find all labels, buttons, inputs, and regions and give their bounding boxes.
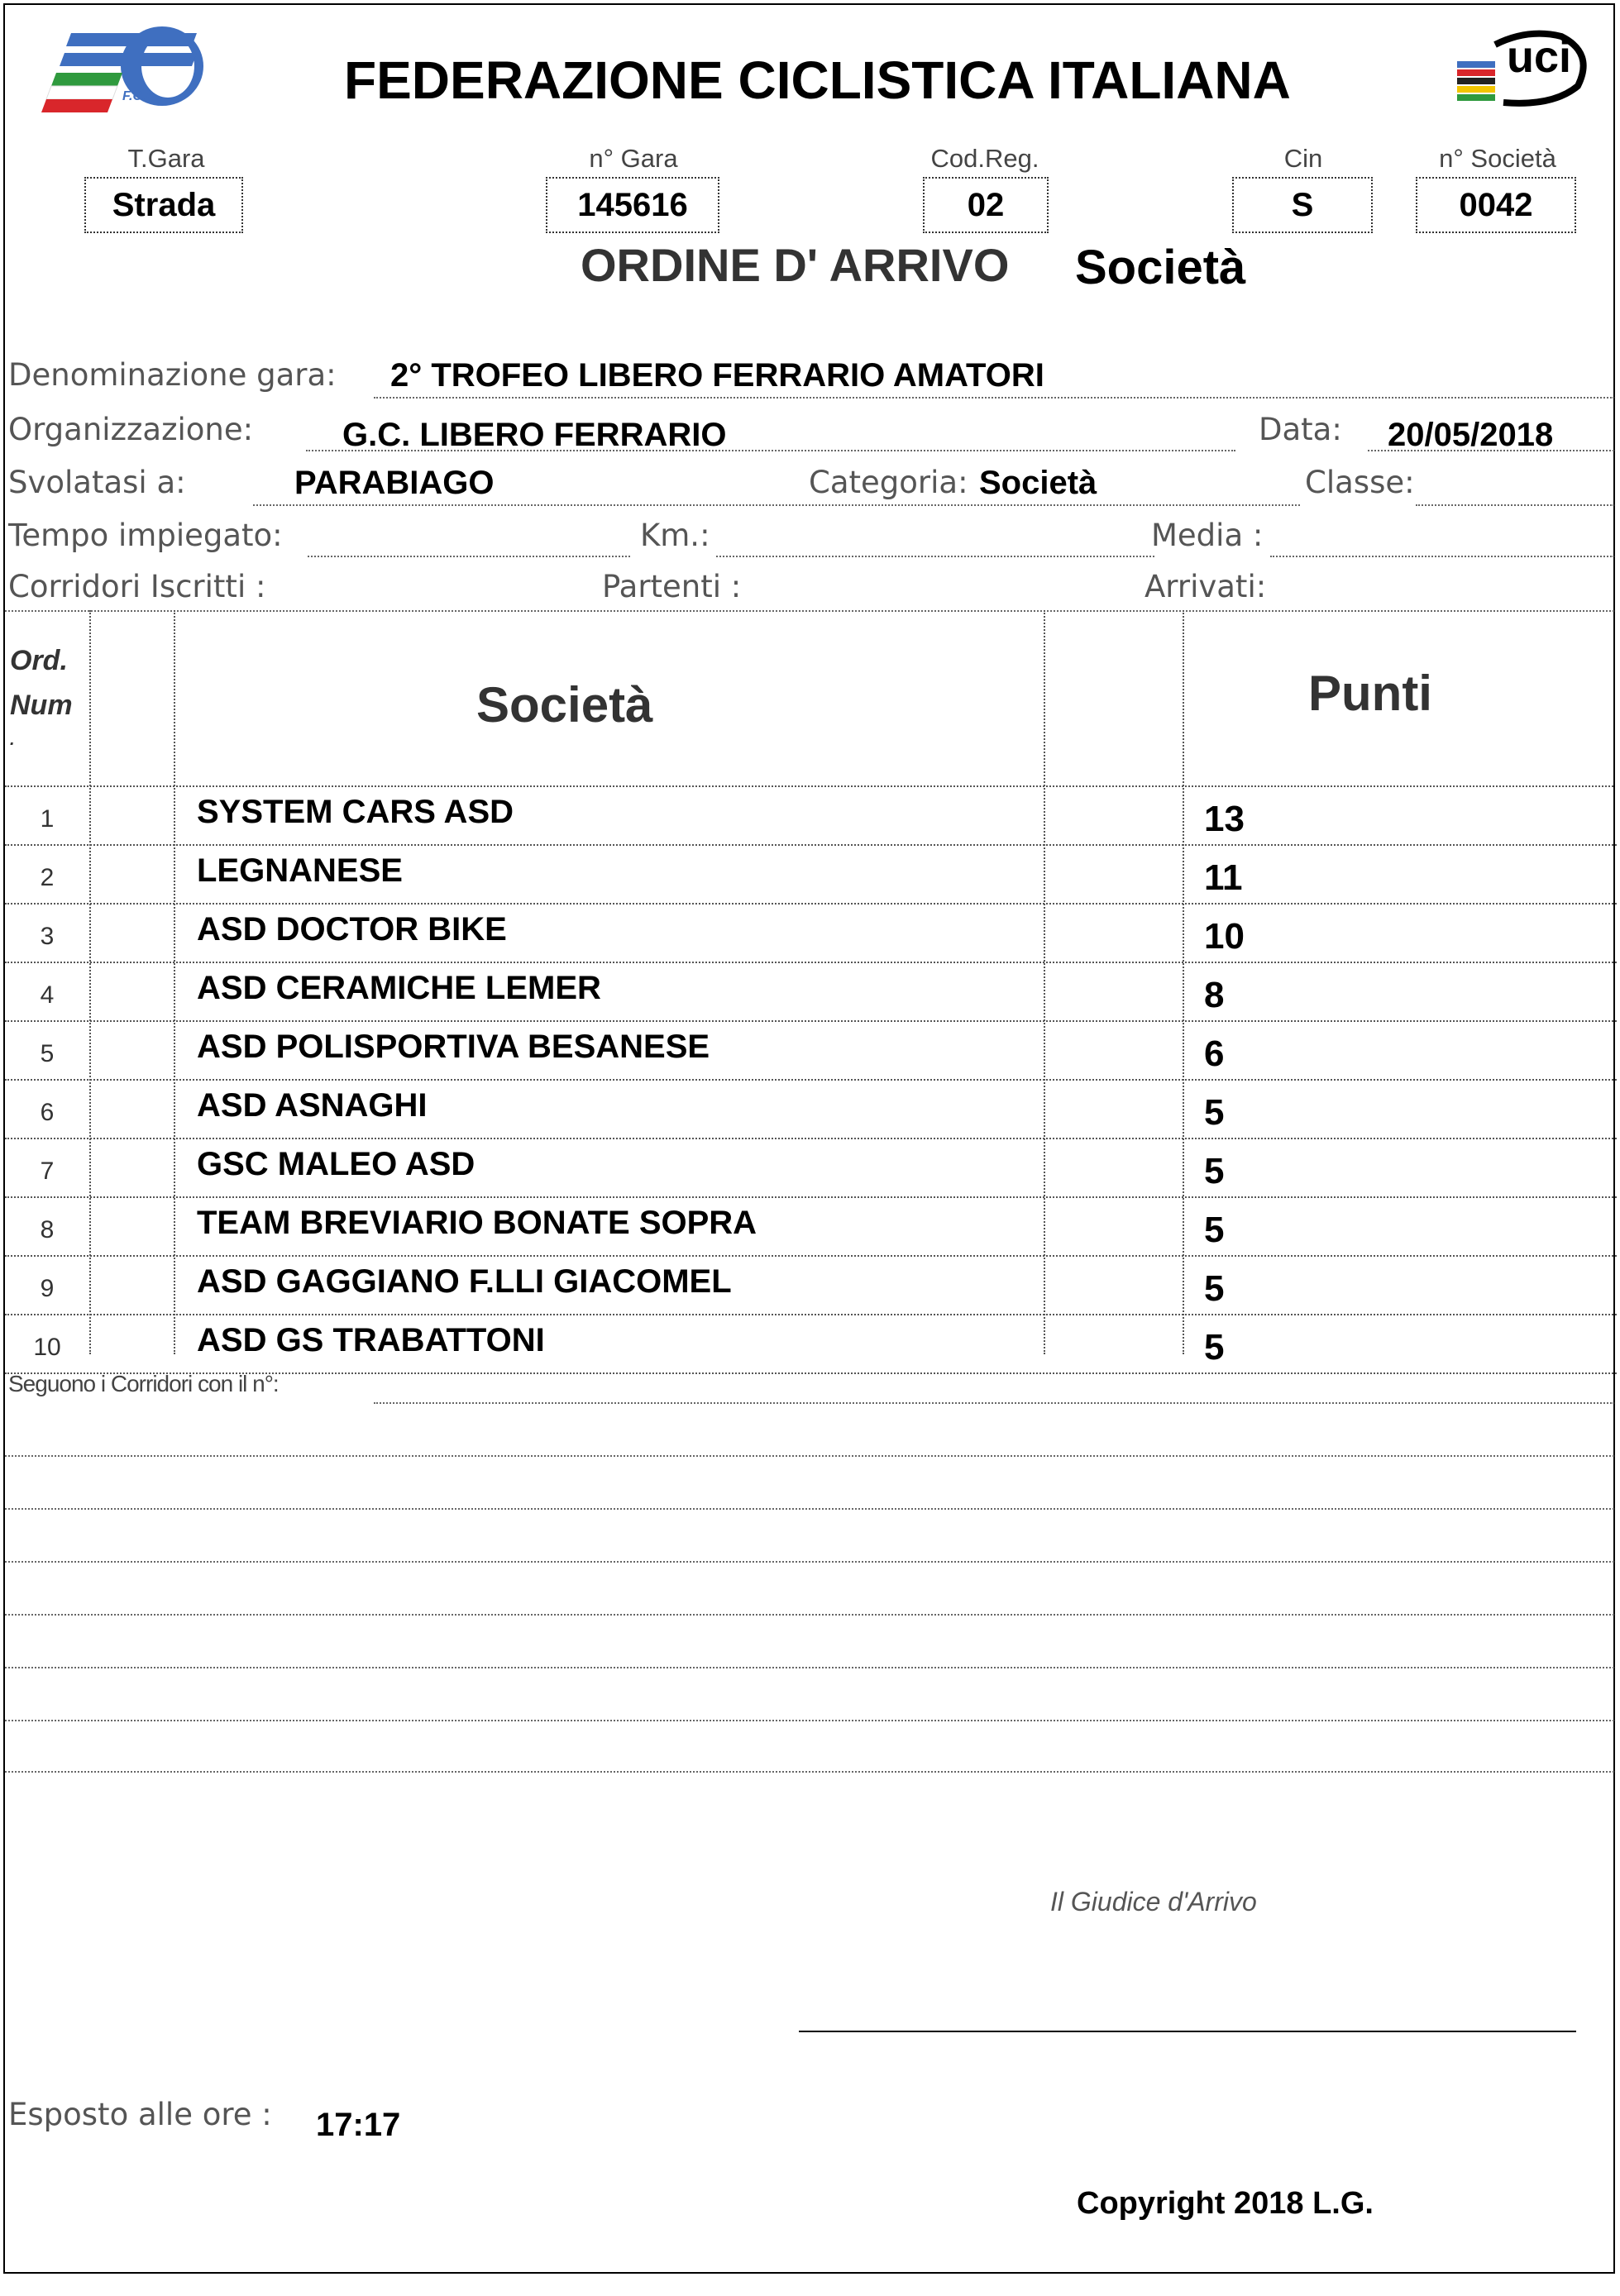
table-row xyxy=(5,1257,1617,1315)
ngara-value: 145616 xyxy=(546,177,719,233)
seguono-line-8 xyxy=(5,1771,1614,1773)
classe-label: Classe: xyxy=(1305,465,1415,500)
esposto-value: 17:17 xyxy=(316,2107,401,2143)
iscritti-label: Corridori Iscritti : xyxy=(8,569,266,604)
row-points: 5 xyxy=(1204,1268,1225,1309)
fci-logo-text: F.C.I. xyxy=(122,89,154,103)
fci-logo xyxy=(31,25,205,116)
row-number: 3 xyxy=(40,923,55,950)
seguono-label: Seguono i Corridori con il n°: xyxy=(8,1371,279,1396)
row-number: 1 xyxy=(40,805,55,833)
uci-logo-text: uci xyxy=(1507,32,1572,82)
col-ord-header xyxy=(10,638,73,752)
organizzazione-line xyxy=(306,450,1235,451)
row-number: 4 xyxy=(40,981,55,1009)
denominazione-line xyxy=(374,397,1614,399)
km-label: Km.: xyxy=(640,518,710,553)
results-sheet xyxy=(3,3,1615,2274)
cin-label: Cin xyxy=(1283,144,1323,173)
results-table xyxy=(5,610,1613,1368)
row-number: 6 xyxy=(40,1099,55,1126)
denominazione-value: 2° TROFEO LIBERO FERRARIO AMATORI xyxy=(390,357,1044,394)
data-label: Data: xyxy=(1259,412,1342,447)
table-row xyxy=(5,1315,1617,1374)
row-society-name: TEAM BREVIARIO BONATE SOPRA xyxy=(197,1205,757,1241)
row-society-name: ASD GAGGIANO F.LLI GIACOMEL xyxy=(197,1263,732,1300)
seguono-line-3 xyxy=(5,1508,1614,1510)
seguono-line-4 xyxy=(5,1561,1614,1563)
table-row xyxy=(5,1198,1617,1257)
copyright: Copyright 2018 L.G. xyxy=(1077,2186,1374,2221)
data-line xyxy=(1368,450,1614,451)
row-society-name: LEGNANESE xyxy=(197,852,403,889)
denominazione-label: Denominazione gara: xyxy=(8,357,337,393)
nsocieta-value: 0042 xyxy=(1416,177,1576,233)
row-number: 7 xyxy=(40,1158,55,1185)
seguono-line-2 xyxy=(5,1455,1614,1457)
tgara-label: T.Gara xyxy=(127,144,205,173)
codreg-label: Cod.Reg. xyxy=(930,144,1039,173)
organizzazione-value: G.C. LIBERO FERRARIO xyxy=(342,417,727,453)
table-row xyxy=(5,963,1617,1022)
col-ord-line2: Num xyxy=(10,690,73,721)
classe-line xyxy=(1416,504,1614,506)
col-ord-line3: . xyxy=(10,731,15,749)
km-line xyxy=(716,556,1154,557)
categoria-label: Categoria: xyxy=(809,465,968,500)
svolatasi-label: Svolatasi a: xyxy=(8,465,186,500)
row-points: 11 xyxy=(1204,857,1243,898)
col-punti-header: Punti xyxy=(1308,666,1432,721)
giudice-label: Il Giudice d'Arrivo xyxy=(1050,1887,1257,1917)
row-number: 5 xyxy=(40,1040,55,1067)
media-label: Media : xyxy=(1151,518,1264,553)
row-points: 5 xyxy=(1204,1151,1225,1191)
categoria-value: Società xyxy=(979,465,1097,501)
nsocieta-label: n° Società xyxy=(1439,144,1556,173)
row-points: 8 xyxy=(1204,975,1225,1015)
codreg-value: 02 xyxy=(923,177,1049,233)
arrivati-label: Arrivati: xyxy=(1145,569,1267,604)
row-number: 9 xyxy=(40,1275,55,1302)
row-points: 10 xyxy=(1204,916,1245,957)
row-number: 8 xyxy=(40,1216,55,1243)
subtitle: ORDINE D' ARRIVO xyxy=(581,239,1010,291)
table-row xyxy=(5,1022,1617,1081)
media-line xyxy=(1270,556,1614,557)
tempo-label: Tempo impiegato: xyxy=(8,518,283,553)
data-value: 20/05/2018 xyxy=(1388,417,1554,453)
cin-value: S xyxy=(1232,177,1373,233)
table-row xyxy=(5,787,1617,846)
row-points: 6 xyxy=(1204,1033,1225,1074)
row-society-name: SYSTEM CARS ASD xyxy=(197,794,514,830)
seguono-line-1 xyxy=(374,1402,1614,1404)
row-society-name: ASD GS TRABATTONI xyxy=(197,1322,545,1358)
table-row xyxy=(5,905,1617,963)
uci-logo xyxy=(1454,28,1594,119)
row-number: 2 xyxy=(40,864,55,891)
row-points: 5 xyxy=(1204,1327,1225,1368)
row-society-name: GSC MALEO ASD xyxy=(197,1146,475,1182)
tempo-line xyxy=(308,556,630,557)
subtitle-category: Società xyxy=(1075,241,1246,294)
seguono-line-6 xyxy=(5,1667,1614,1668)
row-society-name: ASD CERAMICHE LEMER xyxy=(197,970,601,1006)
table-row xyxy=(5,1081,1617,1139)
table-row xyxy=(5,846,1617,905)
organizzazione-label: Organizzazione: xyxy=(8,412,254,447)
table-row xyxy=(5,1139,1617,1198)
row-society-name: ASD ASNAGHI xyxy=(197,1087,428,1124)
svolatasi-value: PARABIAGO xyxy=(294,465,495,501)
col-ord-line1: Ord. xyxy=(10,645,68,676)
seguono-line-5 xyxy=(5,1614,1614,1616)
ngara-label: n° Gara xyxy=(589,144,678,173)
signature-line xyxy=(799,2031,1576,2032)
row-points: 5 xyxy=(1204,1092,1225,1133)
row-society-name: ASD DOCTOR BIKE xyxy=(197,911,507,948)
row-points: 13 xyxy=(1204,799,1245,839)
row-society-name: ASD POLISPORTIVA BESANESE xyxy=(197,1029,710,1065)
page-title: FEDERAZIONE CICLISTICA ITALIANA xyxy=(344,50,1291,110)
row-number: 10 xyxy=(33,1334,61,1361)
seguono-line-7 xyxy=(5,1720,1614,1721)
partenti-label: Partenti : xyxy=(602,569,742,604)
row-points: 5 xyxy=(1204,1210,1225,1250)
svolatasi-line xyxy=(253,504,1300,506)
tgara-value: Strada xyxy=(84,177,243,233)
col-societa-header: Società xyxy=(476,677,653,733)
esposto-label: Esposto alle ore : xyxy=(8,2097,272,2132)
